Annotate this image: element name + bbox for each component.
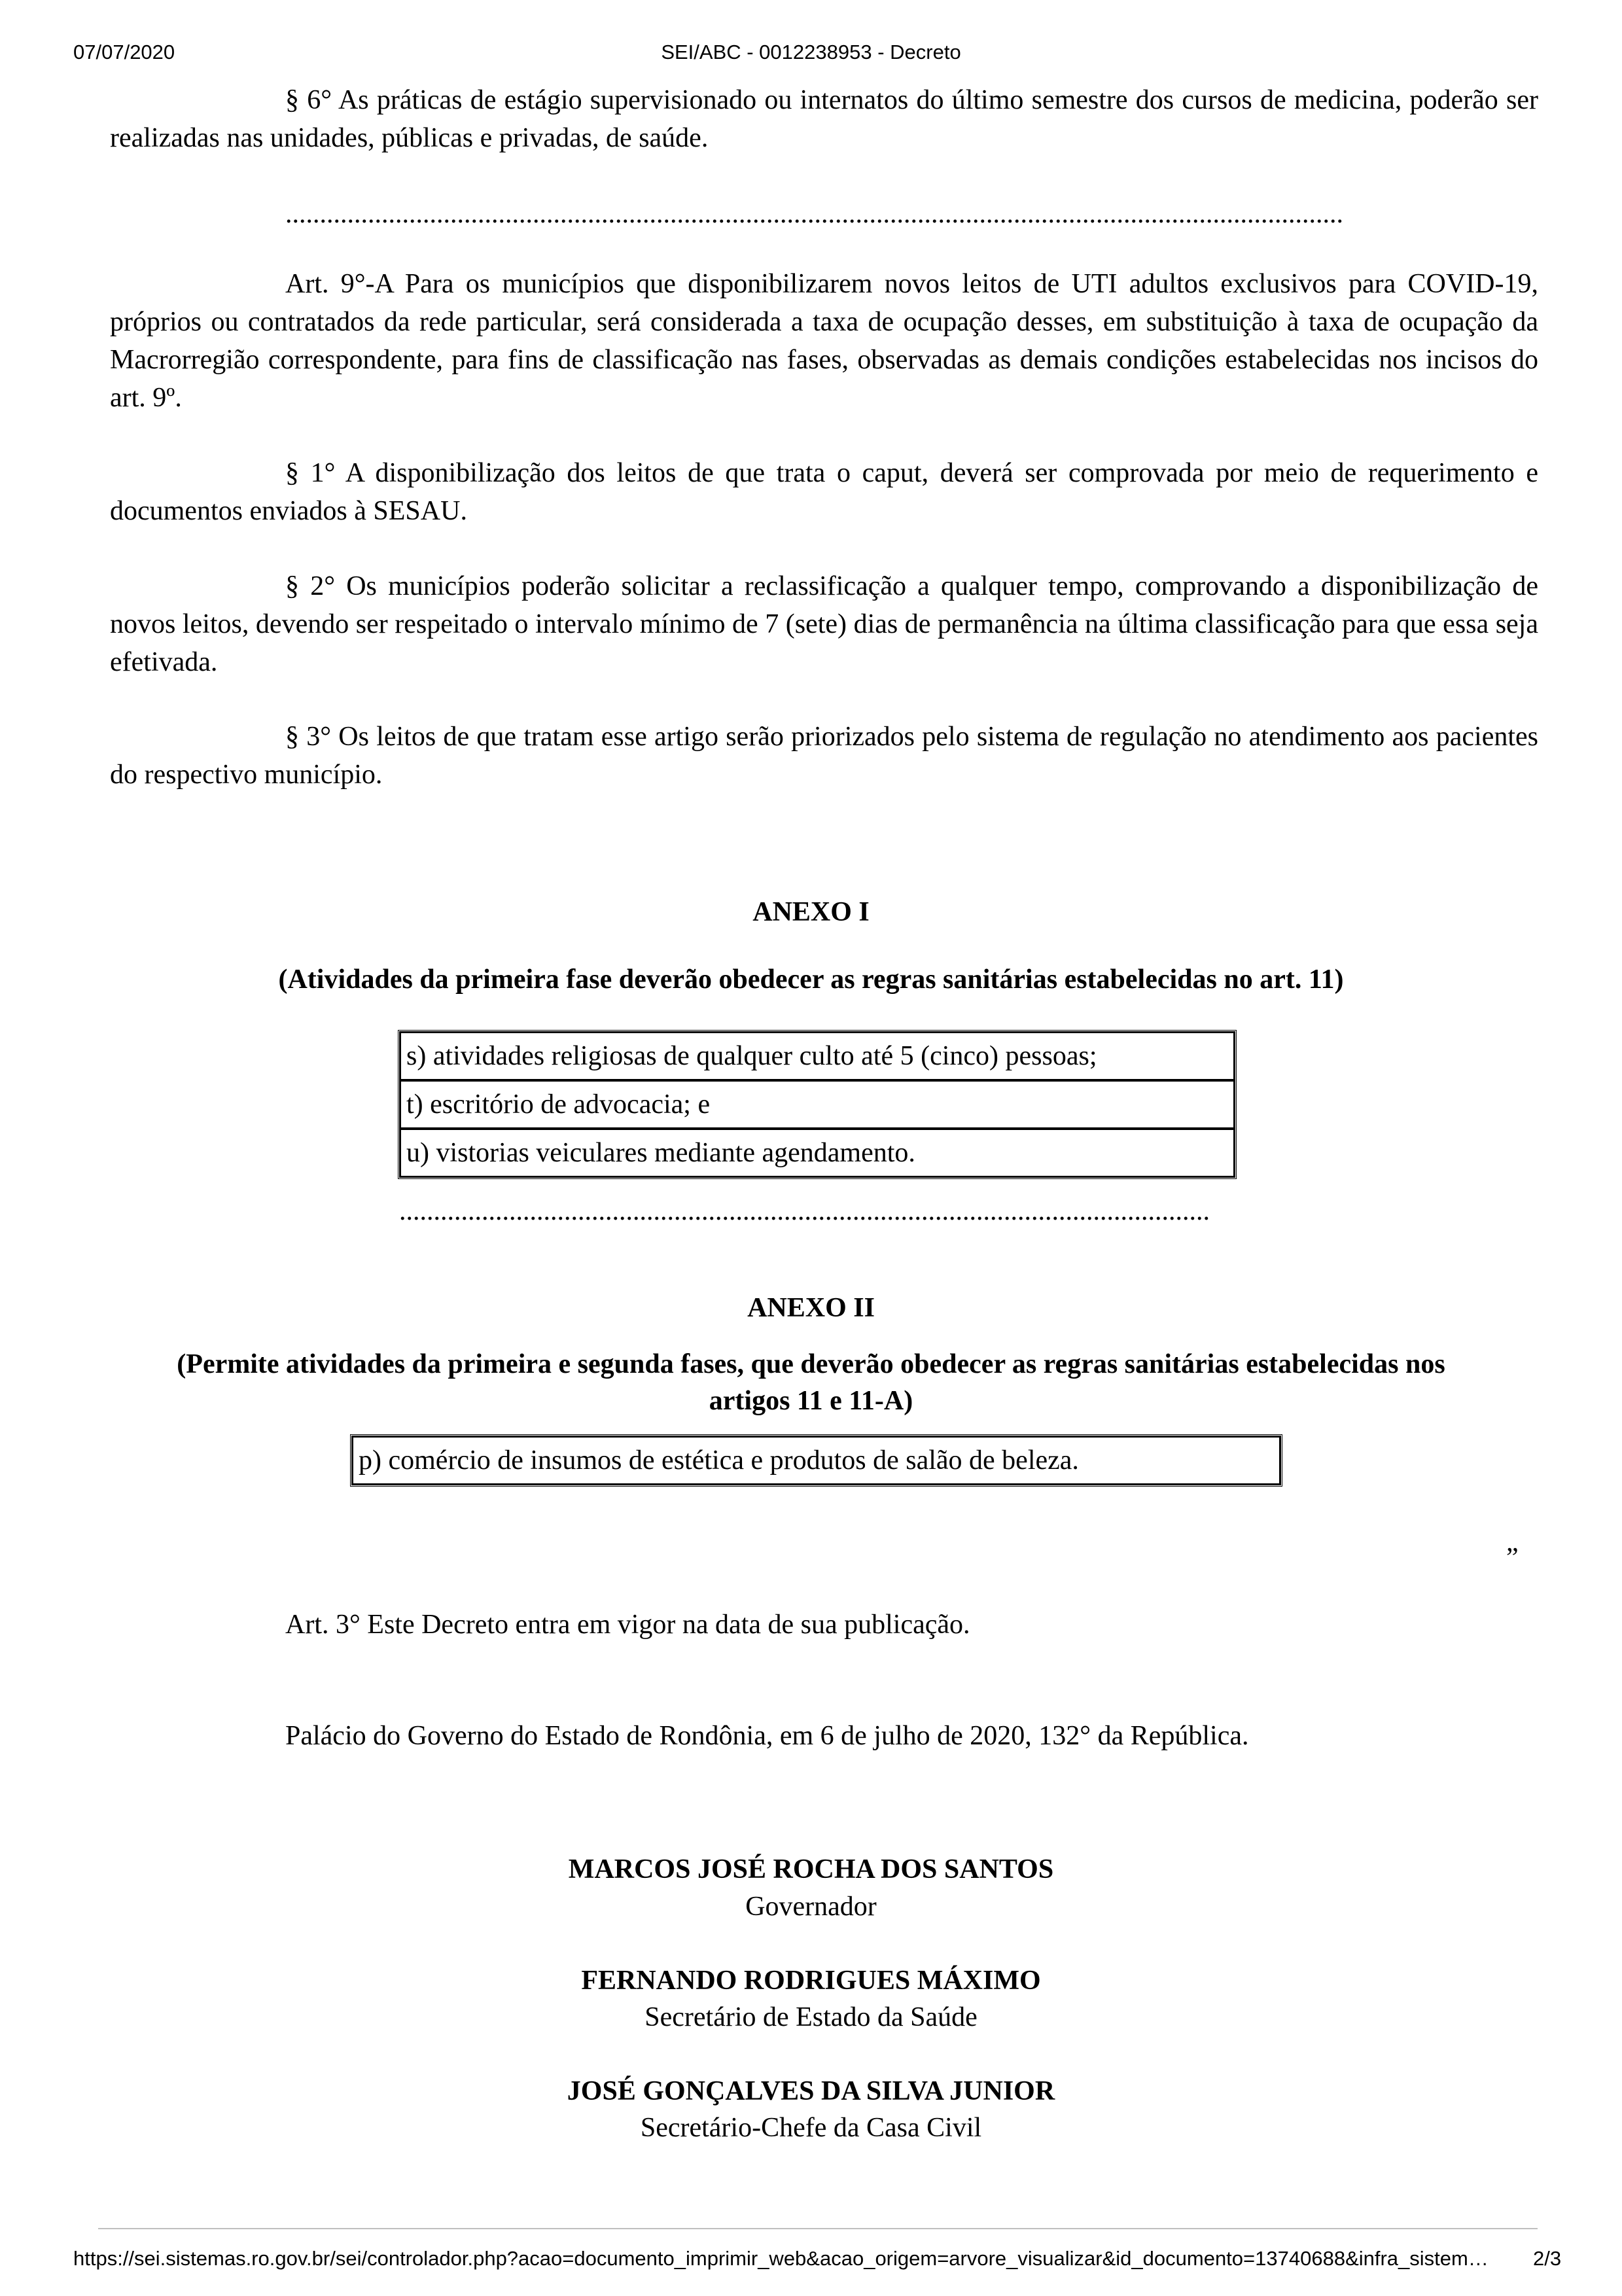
table-cell: s) atividades religiosas de qualquer culto até 5 (cinco) pessoas; [400, 1032, 1235, 1080]
paragraph-1: § 1° A disponibilização dos leitos de que trata o caput, deverá ser comprovada por meio de requerimento e documentos enviados à SESAU. [110, 458, 1538, 526]
paragraph-3: § 3° Os leitos de que tratam esse artigo serão priorizados pelo sistema de regulação no atendimento aos pacientes do respectivo município. [110, 722, 1538, 790]
document-title: SEI/ABC - 0012238953 - Decreto [661, 41, 961, 63]
table-row [352, 1436, 1280, 1485]
table-row [400, 1080, 1235, 1129]
annex-2-subtitle-line-1: (Permite atividades da primeira e segunda fases, que deverão obedecer as regras sanitárias estabelecidas nos [177, 1349, 1445, 1379]
footer-divider [98, 2228, 1538, 2229]
signatory-name-2: FERNANDO RODRIGUES MÁXIMO [581, 1966, 1041, 1996]
print-date: 07/07/2020 [73, 41, 175, 63]
annex-1-table [398, 1030, 1237, 1179]
annex-1-title: ANEXO I [752, 897, 870, 927]
place-and-date: Palácio do Governo do Estado de Rondônia, em 6 de julho de 2020, 132° da República. [285, 1721, 1249, 1751]
source-url: https://sei.sistemas.ro.gov.br/sei/controlador.php?acao=documento_imprimir_web&acao_origem=arvore_visualizar&id_documento=13740688&infra_sistem… [73, 2247, 1489, 2270]
signatory-role-2: Secretário de Estado da Saúde [644, 2002, 978, 2032]
ellipsis-separator: .......................................................................................................................................................... [285, 199, 1343, 229]
signatory-name-3: JOSÉ GONÇALVES DA SILVA JUNIOR [567, 2076, 1055, 2106]
table-row [400, 1032, 1235, 1080]
table-cell: p) comércio de insumos de estética e produtos de salão de beleza. [352, 1436, 1280, 1485]
closing-quote: ” [1506, 1543, 1519, 1573]
page-number: 2/3 [1533, 2247, 1562, 2270]
annex-1-subtitle: (Atividades da primeira fase deverão obedecer as regras sanitárias estabelecidas no art. 11) [278, 964, 1344, 995]
table-cell: t) escritório de advocacia; e [400, 1080, 1235, 1129]
article-9a: Art. 9°-A Para os municípios que disponibilizarem novos leitos de UTI adultos exclusivos para COVID-19, próprios ou contratados da rede particular, será considerada a taxa de ocupação desses, em substituição à taxa de ocupação da Macrorregião correspondente, para fins de classificação nas fases, observadas as demais condições estabelecidas nos incisos do art. 9º. [110, 269, 1538, 413]
paragraph-6: § 6° As práticas de estágio supervisionado ou internatos do último semestre dos cursos de medicina, poderão ser realizadas nas unidades, públicas e privadas, de saúde. [110, 85, 1538, 153]
annex-2-table [350, 1434, 1282, 1487]
signatory-role-1: Governador [745, 1892, 877, 1922]
annex-1-ellipsis: ...................................................................................................................... [399, 1196, 1210, 1226]
article-3: Art. 3° Este Decreto entra em vigor na data de sua publicação. [285, 1610, 970, 1640]
annex-2-subtitle-line-2: artigos 11 e 11-A) [709, 1386, 913, 1416]
table-cell: u) vistorias veiculares mediante agendamento. [400, 1129, 1235, 1177]
signatory-name-1: MARCOS JOSÉ ROCHA DOS SANTOS [568, 1854, 1054, 1884]
paragraph-2: § 2° Os municípios poderão solicitar a reclassificação a qualquer tempo, comprovando a disponibilização de novos leitos, devendo ser respeitado o intervalo mínimo de 7 (sete) dias de permanência na última classificação para que essa seja efetivada. [110, 571, 1538, 677]
annex-2-title: ANEXO II [747, 1293, 875, 1323]
signatory-role-3: Secretário-Chefe da Casa Civil [640, 2113, 982, 2143]
table-row [400, 1129, 1235, 1177]
